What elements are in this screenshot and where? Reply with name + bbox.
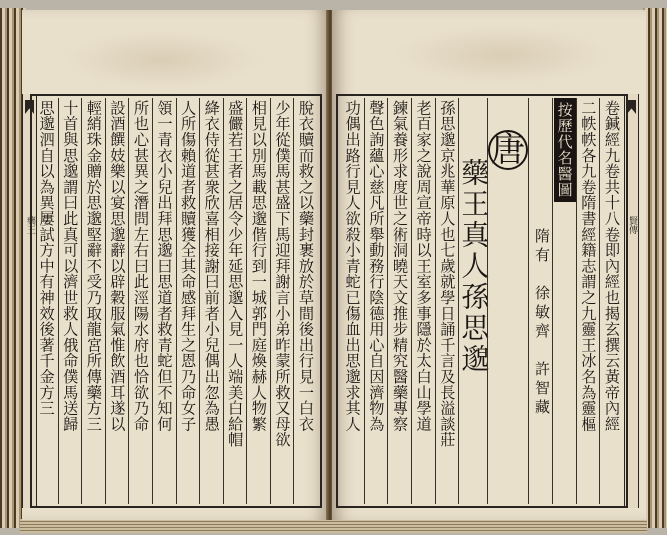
text-column: 脫衣贖而救之以藥封裹放於草間後出行見一白衣: [293, 98, 317, 504]
text-column: 所也心甚異之潛問左右曰此涇陽水府也恰欲乃命: [128, 98, 152, 504]
text-column: 孫思邈京兆華原人也七歲就學日誦千言及長溢談莊: [435, 98, 459, 504]
series-title: 按歷代名醫圖: [554, 98, 576, 202]
text-column: 絳衣侍從甚衆欣喜相接謝曰前者小兒偶出忽為愚: [199, 98, 223, 504]
fold-caption: 藥王: [25, 216, 35, 234]
dynasty-tag: 唐: [488, 130, 528, 170]
text-columns-right: [341, 98, 623, 504]
text-frame-left: [30, 94, 322, 508]
text-column: 領一青衣小兒出拜思邈曰思道者救青蛇但不知何: [152, 98, 176, 504]
text-column: 思邈泗自以為異屢試方中有神效後著千金方三: [37, 100, 56, 416]
text-frame-right: [336, 94, 628, 508]
text-column: 卷鍼經九卷共十八卷即內經也揭玄撰云黃帝內經: [599, 98, 623, 504]
text-column: 盛儼若王者之居令少年延思邈入見一人端美白給帽: [223, 98, 247, 504]
left-page: [22, 10, 328, 520]
text-column: 二帙帙各九卷隋書經籍志謂之九靈王冰名為靈樞: [576, 98, 600, 504]
chapter-heading: 藥王真人孫思邈: [458, 98, 487, 504]
text-column: 人所傷賴道者救贖獲全其命感拜生之恩乃命女子: [176, 98, 200, 504]
text-column: 少年從僕馬甚盛下馬迎拜謝言小弟昨蒙所救又母欲: [270, 98, 294, 504]
text-column: 聲色詢蘊心慈凡所舉動務行陰德用心自因濟物為: [364, 98, 388, 504]
text-column: 設酒饌妓樂以宴思邈辭以辟穀服氣惟飲酒耳遂以: [105, 98, 129, 504]
fold-caption: 賢傳: [627, 216, 637, 234]
text-column: 十首與思邈謂曰此真可以濟世救人俄命僕馬送歸: [58, 98, 82, 504]
text-column: 相見以別馬載思邈偕行到一城郭門庭煥赫人物繁: [246, 98, 270, 504]
text-columns-left: [35, 98, 317, 504]
text-column: 輕綃珠金贈於思邈堅辭不受乃取龍宮所傳藥方三: [81, 98, 105, 504]
credit-column: 隋有 徐敏齊 許智藏: [528, 98, 552, 504]
text-column: 功偶出路行見人欲殺小青蛇已傷血出思邈求其人: [343, 100, 362, 432]
text-column: 鍊氣養形求度世之術洞曉天文推步精究醫藥專察: [387, 98, 411, 504]
text-column: 老百家之說周宣帝時以王室多事隱於太白山學道: [411, 98, 435, 504]
right-page: [332, 10, 646, 520]
fish-tail-ornament-icon: [627, 100, 636, 114]
page-edges-right: [643, 8, 667, 528]
series-title-column: [552, 98, 576, 504]
page-edges-bottom: [20, 519, 647, 533]
dynasty-tag-column: [487, 98, 528, 504]
